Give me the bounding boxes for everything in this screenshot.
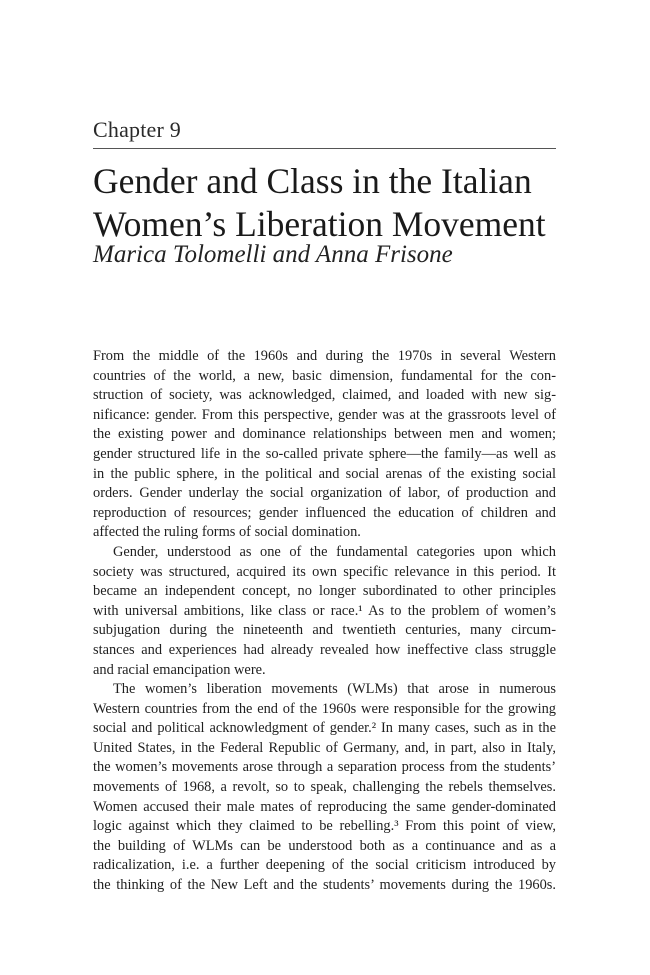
text-line: the thinking of the New Left and the students’ movements during the 1960s.: [93, 877, 556, 894]
text-line: society was structured, acquired its own specific relevance in this period. It: [93, 563, 556, 580]
paragraph-1: [93, 347, 556, 543]
text-line: countries of the world, a new, basic dimension, fundamental for the con-: [93, 367, 556, 384]
text-line: became an independent concept, no longer subordinated to other principles: [93, 583, 556, 600]
text-line: social and political acknowledgment of gender.² In many cases, such as in the: [93, 720, 556, 737]
text-line: nificance: gender. From this perspective, gender was at the grassroots level of: [93, 406, 556, 423]
text-line: subjugation during the nineteenth and twentieth centuries, many circum-: [93, 622, 556, 639]
text-line: stances and experiences had already revealed how ineffective class struggle: [93, 641, 556, 658]
chapter-rule: [93, 148, 556, 149]
text-line: Women accused their male mates of reproducing the same gender-dominated: [93, 798, 556, 815]
text-line: struction of society, was acknowledged, claimed, and loaded with new sig-: [93, 387, 556, 404]
text-line: logic against which they claimed to be rebelling.³ From this point of view,: [93, 818, 556, 835]
text-line: in the public sphere, in the political and social arenas of the existing social: [93, 465, 556, 482]
chapter-title-line-2: Women’s Liberation Movement: [93, 204, 546, 244]
text-line: the building of WLMs can be understood both as a continuance and as a: [93, 837, 556, 854]
text-line: The women’s liberation movements (WLMs) that arose in numerous: [113, 681, 556, 698]
text-line: Western countries from the end of the 1960s were responsible for the growing: [93, 700, 556, 717]
text-line: Gender, understood as one of the fundamental categories upon which: [113, 543, 556, 560]
text-line: orders. Gender underlay the social organization of labor, of production and: [93, 485, 556, 502]
text-line: and racial emancipation were.: [93, 661, 266, 678]
body-text: [93, 347, 556, 896]
paragraph-2: [93, 543, 556, 680]
chapter-title: [93, 160, 563, 246]
text-line: the women’s movements arose through a separation process from the students’: [93, 759, 556, 776]
text-line: with universal ambitions, like class or race.¹ As to the problem of women’s: [93, 602, 556, 619]
chapter-title-line-1: Gender and Class in the Italian: [93, 161, 532, 201]
chapter-authors: Marica Tolomelli and Anna Frisone: [93, 241, 453, 268]
text-line: United States, in the Federal Republic of Germany, and, in part, also in Italy,: [93, 739, 556, 756]
chapter-label: Chapter 9: [93, 117, 181, 142]
text-line: gender structured life in the so-called private sphere—the family—as well as: [93, 445, 556, 462]
text-line: affected the ruling forms of social domination.: [93, 524, 361, 541]
text-line: movements of 1968, a revolt, so to speak, challenging the rebels themselves.: [93, 779, 556, 796]
text-line: radicalization, i.e. a further deepening of the social criticism introduced by: [93, 857, 556, 874]
text-line: reproduction of resources; gender influenced the education of children and: [93, 504, 556, 521]
paragraph-3: [93, 680, 556, 896]
text-line: the existing power and dominance relationships between men and women;: [93, 426, 556, 443]
text-line: From the middle of the 1960s and during the 1970s in several Western: [93, 348, 556, 364]
